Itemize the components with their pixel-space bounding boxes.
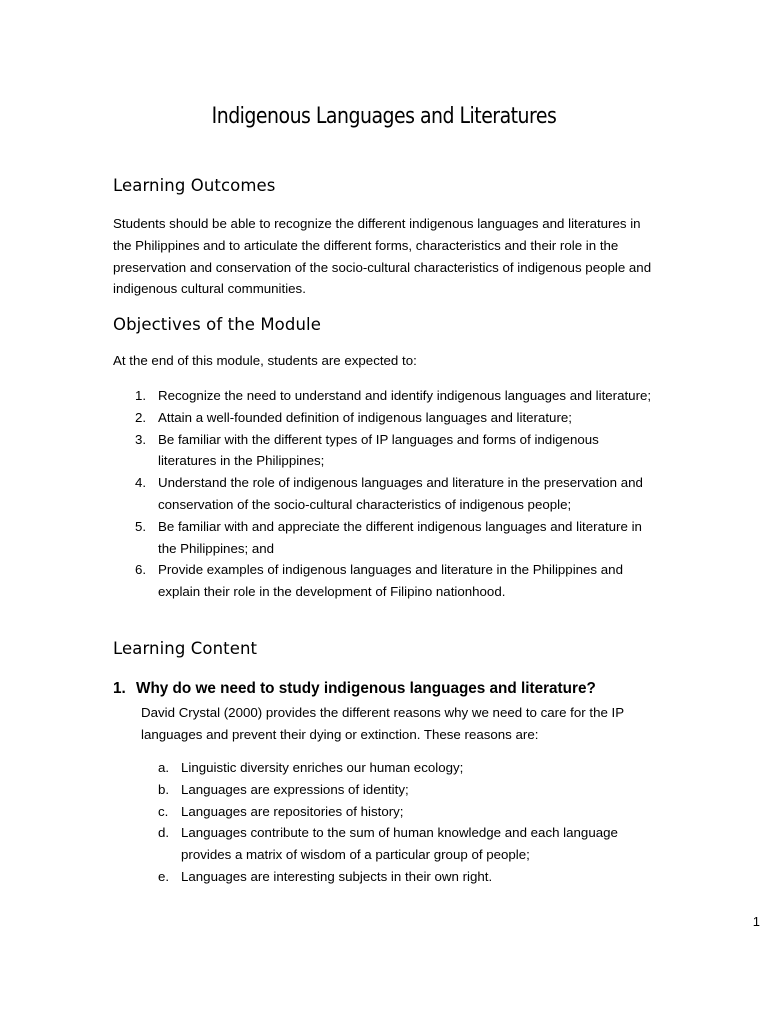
list-item-text: Languages are repositories of history; xyxy=(181,803,404,819)
objectives-intro: At the end of this module, students are expected to: xyxy=(113,353,417,368)
list-marker: 3. xyxy=(135,431,147,447)
question-heading xyxy=(113,677,596,701)
list-item xyxy=(158,822,658,866)
list-item-text: Recognize the need to understand and identify indigenous languages and literature; xyxy=(158,388,652,403)
list-item-text: Languages contribute to the sum of human knowledge and each language provides a matrix of wisdom of a particular group of people; xyxy=(181,825,618,863)
document-title: Indigenous Languages and Literatures xyxy=(211,104,557,129)
question-text: Why do we need to study indigenous languages and literature? xyxy=(136,680,596,697)
list-marker: 1. xyxy=(135,388,147,403)
reasons-list xyxy=(158,757,658,888)
list-item-text: Be familiar with the different types of IP languages and forms of indigenous literatures in the Philippines; xyxy=(158,431,599,469)
list-item-text: Languages are expressions of identity; xyxy=(181,781,409,797)
objectives-heading: Objectives of the Module xyxy=(113,315,321,334)
crystal-intro: David Crystal (2000) provides the different reasons why we need to care for the IP languages and prevent their dying or extinction. These reasons are: xyxy=(141,705,624,742)
list-item xyxy=(158,757,658,779)
list-item-text: Understand the role of indigenous languages and literature in the preservation and conservation of the socio-cultural characteristics of indigenous people; xyxy=(158,475,643,512)
list-item xyxy=(158,866,658,888)
list-marker: d. xyxy=(158,825,170,841)
question-number: 1. xyxy=(113,680,126,697)
page-number: 1 xyxy=(752,914,760,929)
list-marker: a. xyxy=(158,760,170,775)
list-marker: 4. xyxy=(135,475,147,491)
list-item-text: Languages are interesting subjects in their own right. xyxy=(181,868,493,884)
list-marker: b. xyxy=(158,781,170,797)
list-item xyxy=(135,472,660,516)
list-item xyxy=(135,429,660,473)
list-item-text: Linguistic diversity enriches our human ecology; xyxy=(181,760,464,775)
learning-outcomes-heading: Learning Outcomes xyxy=(113,176,276,195)
list-item xyxy=(135,516,660,560)
list-marker: e. xyxy=(158,868,170,884)
list-item xyxy=(158,779,658,801)
list-item xyxy=(135,559,660,603)
list-marker: c. xyxy=(158,803,169,819)
learning-content-heading: Learning Content xyxy=(113,639,258,658)
list-marker: 6. xyxy=(135,562,147,578)
learning-outcomes-paragraph xyxy=(113,213,658,300)
list-item-text: Be familiar with and appreciate the different indigenous languages and literature in the Philippines; and xyxy=(158,518,642,556)
list-item-text: Provide examples of indigenous languages and literature in the Philippines and explain their role in the development of Filipino nationhood. xyxy=(158,562,623,600)
objectives-list xyxy=(135,385,660,603)
list-marker: 5. xyxy=(135,518,147,534)
list-item xyxy=(158,801,658,823)
list-item xyxy=(135,407,660,429)
list-item-text: Attain a well-founded definition of indigenous languages and literature; xyxy=(158,409,572,425)
learning-outcomes-text: Students should be able to recognize the different indigenous languages and literatures in the Philippines and to articulate the different forms, characteristics and their role in the preservation and conservation of the socio-cultural characteristics of indigenous people and indigenous cultural communities. xyxy=(113,216,652,297)
list-item xyxy=(135,385,660,407)
list-marker: 2. xyxy=(135,409,147,425)
